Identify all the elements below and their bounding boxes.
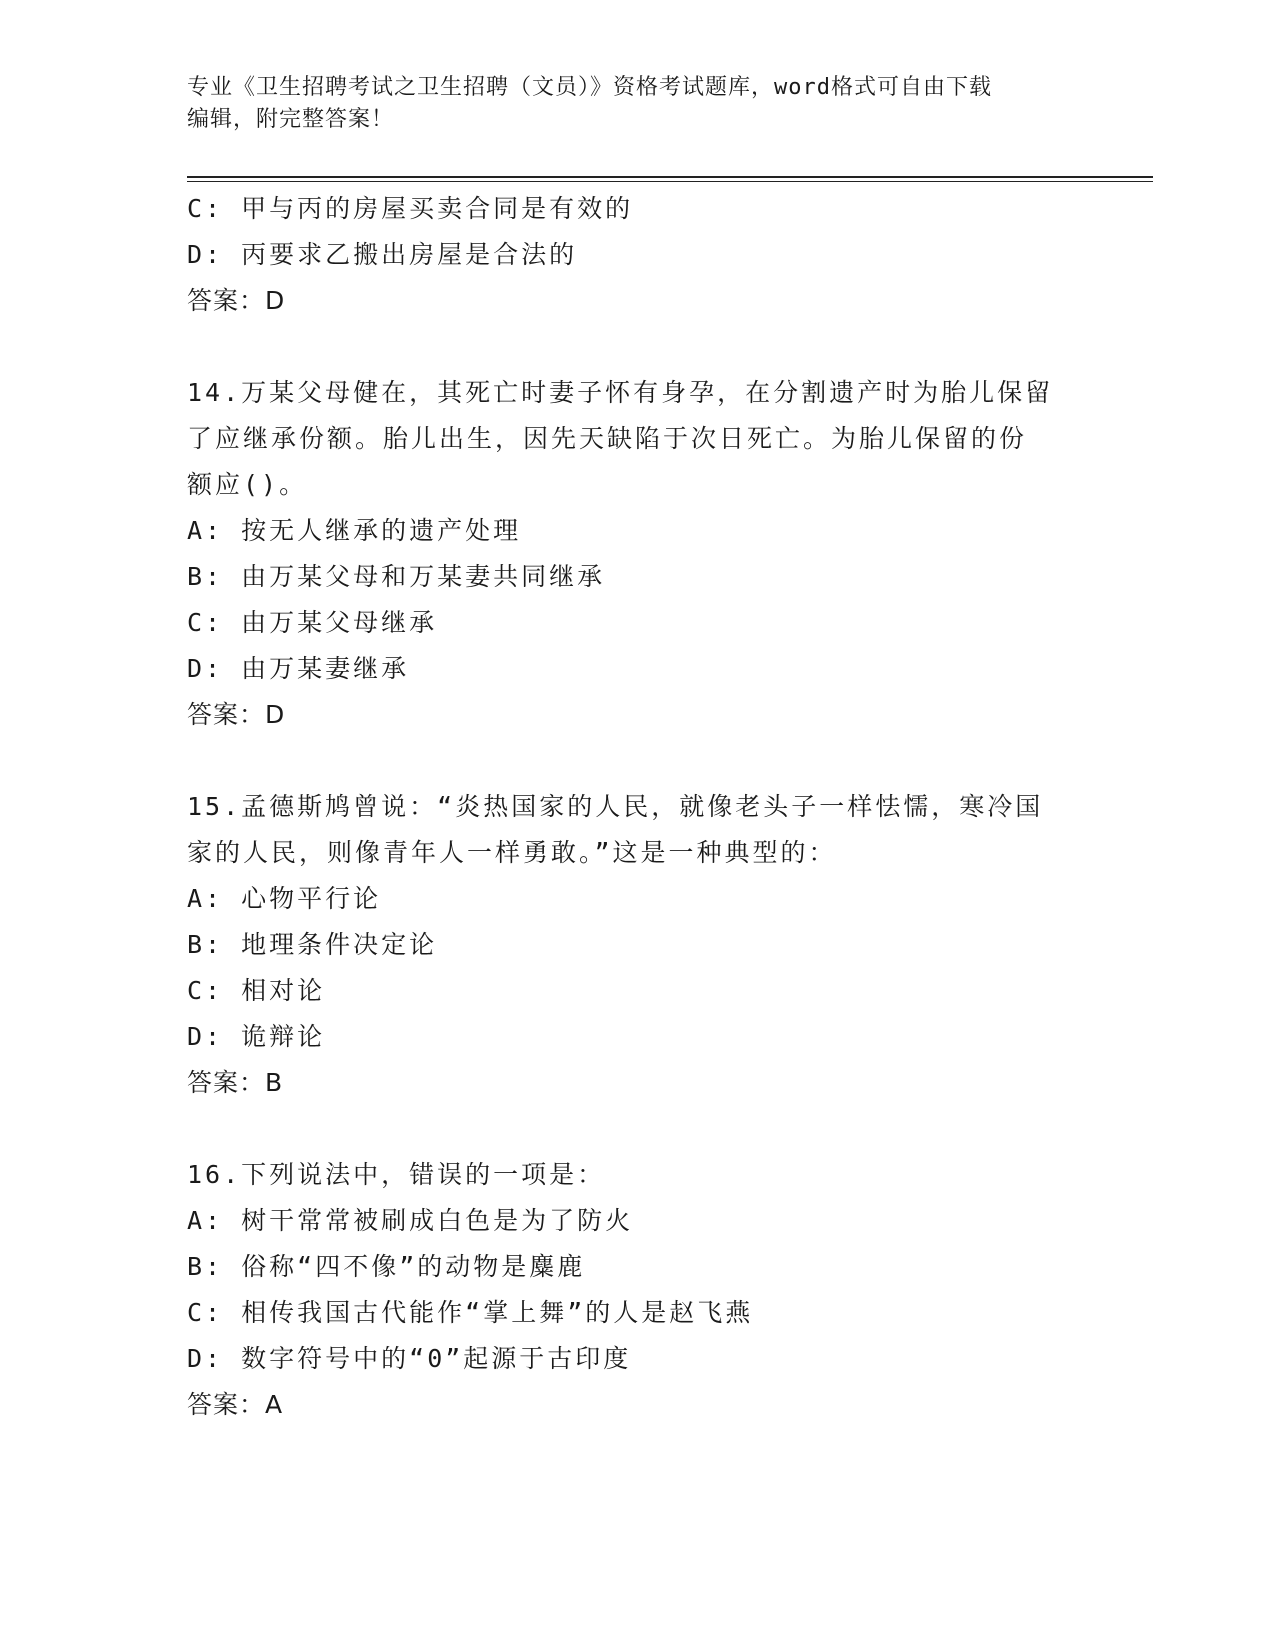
header-divider-thick xyxy=(187,176,1153,178)
option-c: C: 相对论 xyxy=(187,976,326,1005)
answer: 答案：D xyxy=(187,700,286,729)
option-c: C: 甲与丙的房屋买卖合同是有效的 xyxy=(187,194,634,223)
question-stem: 14.万某父母健在，其死亡时妻子怀有身孕，在分割遗产时为胎儿保留 xyxy=(187,378,1054,407)
question-stem: 家的人民，则像青年人一样勇敢。”这是一种典型的： xyxy=(187,838,837,867)
question-16 xyxy=(187,1152,1087,1428)
spacer xyxy=(187,324,1087,370)
question-stem: 16.下列说法中，错误的一项是： xyxy=(187,1160,606,1189)
option-d: D: 数字符号中的“0”起源于古印度 xyxy=(187,1344,632,1373)
option-a: A: 树干常常被刷成白色是为了防火 xyxy=(187,1206,634,1235)
question-14 xyxy=(187,370,1087,738)
header-line-1: 专业《卫生招聘考试之卫生招聘（文员）》资格考试题库，word格式可自由下载 xyxy=(187,75,992,100)
document-header xyxy=(187,72,1067,136)
header-line-2: 编辑，附完整答案！ xyxy=(187,107,395,132)
option-a: A: 按无人继承的遗产处理 xyxy=(187,516,522,545)
option-b: B: 俗称“四不像”的动物是麋鹿 xyxy=(187,1252,586,1281)
question-stem: 15.孟德斯鸠曾说：“炎热国家的人民，就像老头子一样怯懦，寒冷国 xyxy=(187,792,1044,821)
answer: 答案：D xyxy=(187,286,286,315)
option-c: C: 由万某父母继承 xyxy=(187,608,438,637)
spacer xyxy=(187,738,1087,784)
option-b: B: 地理条件决定论 xyxy=(187,930,438,959)
answer: 答案：A xyxy=(187,1390,284,1419)
spacer xyxy=(187,1106,1087,1152)
question-stem: 额应()。 xyxy=(187,470,308,499)
question-list xyxy=(187,186,1087,1428)
question-stem: 了应继承份额。胎儿出生，因先天缺陷于次日死亡。为胎儿保留的份 xyxy=(187,424,1028,453)
option-d: D: 由万某妻继承 xyxy=(187,654,410,683)
option-c: C: 相传我国古代能作“掌上舞”的人是赵飞燕 xyxy=(187,1298,754,1327)
option-a: A: 心物平行论 xyxy=(187,884,382,913)
option-d: D: 诡辩论 xyxy=(187,1022,326,1051)
header-divider-thin xyxy=(187,181,1153,182)
question-13-tail xyxy=(187,186,1087,324)
question-15 xyxy=(187,784,1087,1106)
answer: 答案：B xyxy=(187,1068,284,1097)
option-d: D: 丙要求乙搬出房屋是合法的 xyxy=(187,240,578,269)
option-b: B: 由万某父母和万某妻共同继承 xyxy=(187,562,606,591)
